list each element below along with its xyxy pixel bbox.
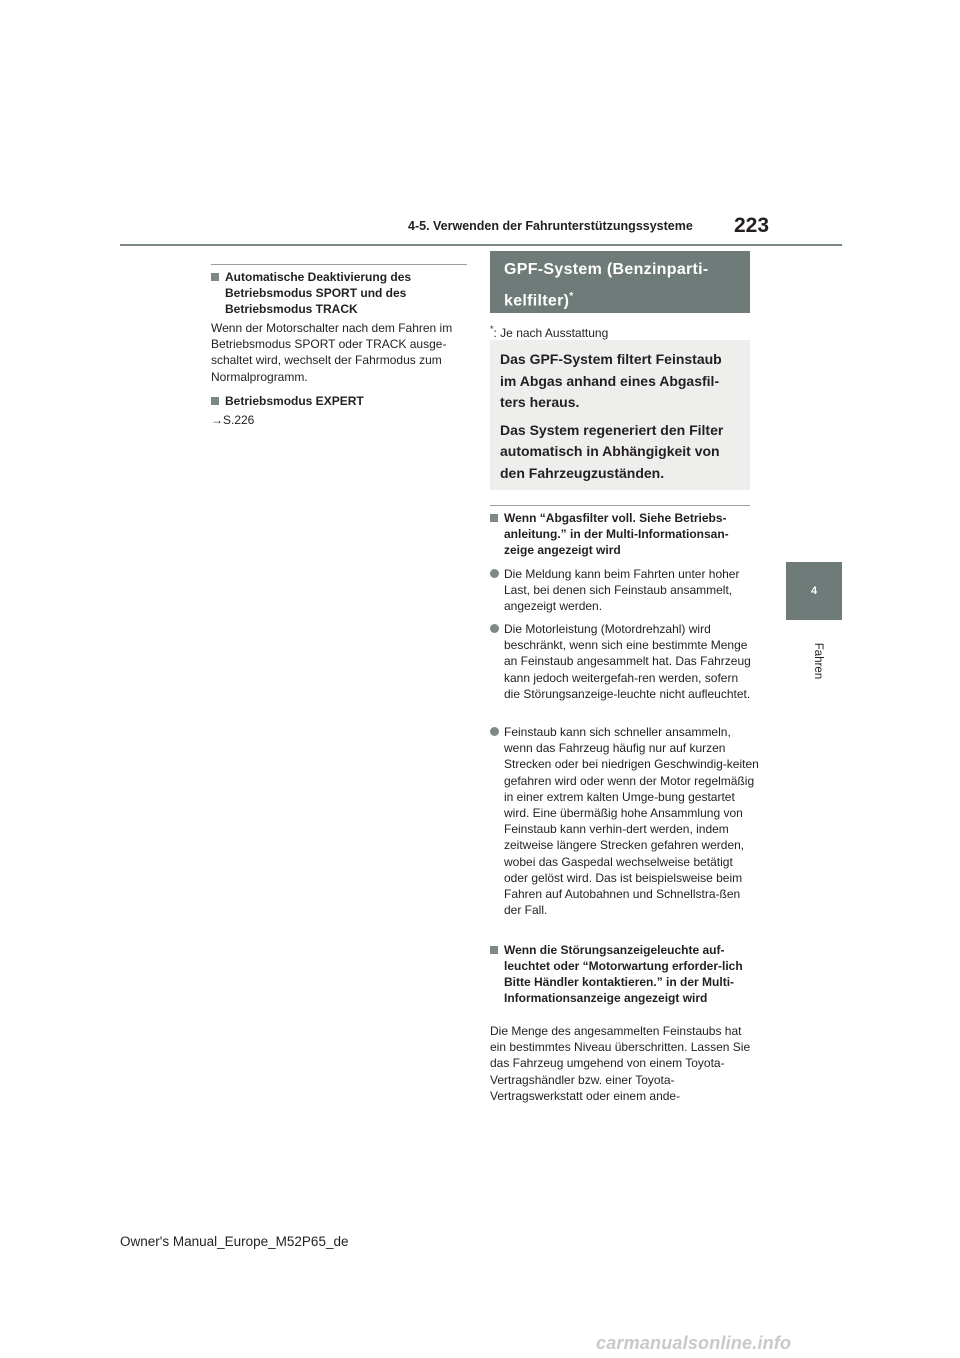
left-divider xyxy=(211,264,467,265)
heading-malfunction-light-text: Wenn die Störungsanzeigeleuchte auf-leuchtet oder “Motorwartung erforder-lich Bitte Händler kontaktieren.” in der Multi-Informationsanzeige angezeigt wird xyxy=(504,943,743,1005)
bullet-item-1-text: Die Meldung kann beim Fahrten unter hoher Last, bei denen sich Feinstaub ansammelt, angezeigt werden. xyxy=(504,567,740,614)
heading-sport-track-text: Automatische Deaktivierung des Betriebsmodus SPORT und des Betriebsmodus TRACK xyxy=(225,270,412,316)
round-bullet-icon xyxy=(490,569,499,578)
watermark-text: carmanualsonline.info xyxy=(596,1333,792,1353)
square-bullet-icon xyxy=(490,946,498,954)
page-reference-text: S.226 xyxy=(223,413,255,427)
bullet-item-1 xyxy=(490,566,756,615)
page-reference-link[interactable] xyxy=(211,412,254,428)
bullet-item-2 xyxy=(490,621,756,702)
bullet-item-3 xyxy=(490,724,760,918)
gpf-title-line2 xyxy=(504,283,736,314)
footnote-marker: * xyxy=(569,291,574,302)
page-number: 223 xyxy=(734,214,770,237)
header-divider xyxy=(120,244,842,246)
heading-malfunction-light xyxy=(490,942,756,1006)
footnote-asterisk: * xyxy=(490,324,494,334)
summary-paragraph-2: Das System regeneriert den Filter automatisch in Abhängigkeit von den Fahrzeugzuständen. xyxy=(500,421,724,481)
round-bullet-icon xyxy=(490,727,499,736)
heading-filter-full xyxy=(490,510,756,558)
footer-text: Owner's Manual_Europe_M52P65_de xyxy=(120,1234,349,1249)
footnote xyxy=(490,324,608,340)
heading-filter-full-text: Wenn “Abgasfilter voll. Siehe Betriebs-anleitung.” in der Multi-Informationsan-zeige angezeigt wird xyxy=(504,511,729,557)
round-bullet-icon xyxy=(490,624,499,633)
gpf-title-box xyxy=(490,251,750,313)
paragraph-malfunction: Die Menge des angesammelten Feinstaubs hat ein bestimmtes Niveau überschritten. Lassen Sie das Fahrzeug umgehend von einem Toyota-Vertragshändler bzw. einer Toyota-Vertragswerkstatt oder einem ande- xyxy=(490,1024,751,1103)
right-divider xyxy=(490,505,750,506)
square-bullet-icon xyxy=(211,273,219,281)
square-bullet-icon xyxy=(490,514,498,522)
heading-expert xyxy=(211,393,473,409)
section-title: 4-5. Verwenden der Fahrunterstützungssysteme xyxy=(408,219,693,233)
square-bullet-icon xyxy=(211,397,219,405)
summary-box xyxy=(490,340,750,490)
chapter-tab-number: 4 xyxy=(810,585,818,597)
heading-expert-text: Betriebsmodus EXPERT xyxy=(225,394,364,408)
arrow-right-icon: → xyxy=(211,413,223,427)
chapter-tab-label: Fahren xyxy=(812,642,824,680)
bullet-item-3-text: Feinstaub kann sich schneller ansammeln, wenn das Fahrzeug häufig nur auf kurzen Strecken oder bei niedrigen Geschwindig-keiten gefahren wird oder wenn der Motor regelmäßig in einer extrem kalten Umge-bung gestartet wird. Eine übermäßig hohe Ansammlung von Feinstaub kann verhin-dert werden, indem zeitweise längere Strecken gefahren werden, wobei das Gaspedal wechselweise betätigt oder gelöst wird. Das ist beispielsweise beim Fahren auf Autobahnen und Schnellstra-ßen der Fall. xyxy=(504,725,759,918)
gpf-title-line1: GPF-System (Benzinparti- xyxy=(504,261,709,278)
paragraph-sport-track: Wenn der Motorschalter nach dem Fahren im Betriebsmodus SPORT oder TRACK ausge-schaltet wird, wechselt der Fahrmodus zum Normalprogramm. xyxy=(211,321,453,384)
gpf-title-line2-text: kelfilter) xyxy=(504,292,570,310)
footnote-text: : Je nach Ausstattung xyxy=(493,326,609,340)
heading-sport-track xyxy=(211,269,473,317)
summary-paragraph-1: Das GPF-System filtert Feinstaub im Abgas anhand eines Abgasfil-ters heraus. xyxy=(500,351,722,411)
bullet-item-2-text: Die Motorleistung (Motordrehzahl) wird beschränkt, wenn sich eine bestimmte Menge an Feinstaub angesammelt hat. Das Fahrzeug kann jedoch weitergefah-ren werden, sofern die Störungsanzeige-leuchte nicht aufleuchtet. xyxy=(504,622,751,701)
